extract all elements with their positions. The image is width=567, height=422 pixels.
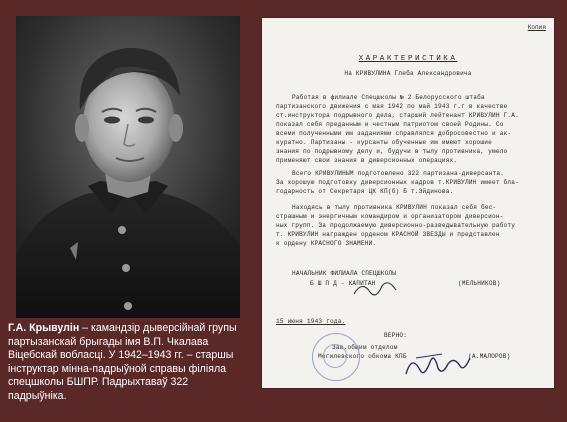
doc-line: куратно. Партизаны - курсанты обученные им имеют хорошие (276, 139, 492, 146)
document-sheet (262, 18, 554, 388)
document-title: ХАРАКТЕРИСТИКА (358, 55, 458, 63)
signatory-title: НАЧАЛЬНИК ФИЛИАЛА СПЕЦШКОЛЫ (292, 270, 397, 277)
caption-text: – камандзір дыверсійнай групы партызанскай брыгады імя В.П. Чкалава Віцебскай вобласці. У 1942–1943 гг. – старшы інструктар мінна-падрыўной справы філіяла спецшколы БШПР. Падрыхтаваў 322 падрыўніка. (8, 322, 237, 402)
signature (402, 348, 472, 382)
copy-mark: Копия (527, 24, 546, 31)
doc-line: ст.инструктора подрывного дела, старший лейтенант КРИВУЛИН Г.А. (276, 112, 519, 119)
certifier-post: Зав.общим отделом (332, 344, 398, 351)
doc-line: всеми полученными им заданиями справлялся добросовестно и ак- (276, 130, 512, 137)
doc-line: применяют свои знания в диверсионных операциях. (276, 157, 458, 164)
certifier-name: (А.МАЛОРОВ) (468, 353, 511, 360)
signature (352, 276, 402, 302)
round-stamp (312, 333, 360, 381)
doc-line: За хорошую подготовку диверсионных кадров т.КРИВУЛИН имеет бла- (276, 179, 519, 186)
signatory-rank: Б Ш П Д - КАПИТАН (310, 280, 376, 287)
photo-caption (8, 322, 248, 404)
doc-line: партизанского движения с мая 1942 по май 1943 г.г в качестве (276, 103, 508, 110)
doc-line: т. КРИВУЛИН награжден орденом КРАСНОЙ ЗВЕЗДЫ и представлен (276, 231, 500, 238)
doc-line: Всего КРИВУЛИНЫМ подготовлено 322 партизана-диверсанта. (292, 170, 505, 177)
signatory-name: (МЕЛЬНИКОВ) (458, 280, 501, 287)
portrait-photo (16, 16, 240, 318)
doc-line: страшным и энергичным командиром и организатором диверсион- (276, 213, 504, 220)
document-subtitle: На КРИВУЛИНА Глеба Александровича (344, 70, 472, 77)
certifier-org: Могилевского обкома КПБ (318, 353, 407, 360)
doc-line: ных групп. За продолжаемую диверсионно-разведывательную работу (276, 222, 516, 229)
caption-name: Г.А. Крывулін (8, 322, 80, 334)
document-date: 15 июня 1943 года. (276, 318, 346, 325)
doc-line: Работая в филиале Спецшколы № 2 Белорусского штаба (292, 94, 485, 101)
portrait-image (16, 16, 240, 318)
doc-line: знания по подрывному делу и, будучи в тылу противника, умело (276, 148, 508, 155)
doc-line: Находясь в тылу противника КРИВУЛИН показал себя бес- (292, 204, 497, 211)
doc-line: показал себя преданным и честным патриотом своей Родины. Со (276, 121, 504, 128)
doc-line: к ордену КРАСНОГО ЗНАМЕНИ. (276, 240, 377, 247)
doc-line: годарность от Секретаря ЦК КП(б) Б т.Эйдинова. (276, 188, 454, 195)
verno-label: ВЕРНО: (384, 332, 408, 339)
